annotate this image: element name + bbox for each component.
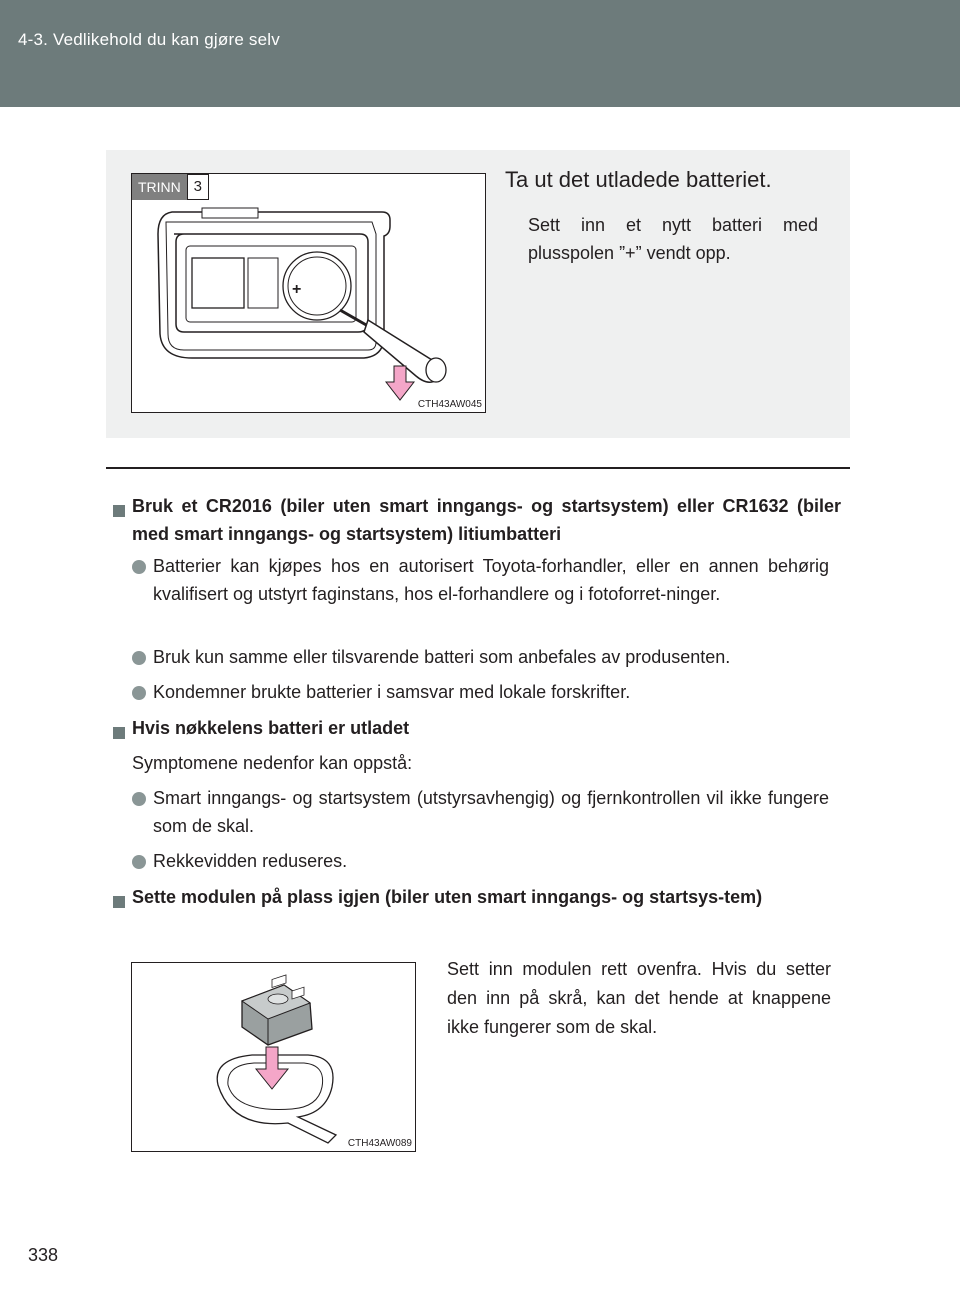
figure-code: CTH43AW045 <box>417 399 482 410</box>
battery-removal-figure <box>131 173 486 413</box>
divider <box>106 467 850 469</box>
bullet-text: Kondemner brukte batterier i samsvar med lokale forskrifter. <box>153 682 631 702</box>
plus-sign: + <box>292 281 302 298</box>
page-header <box>0 0 960 107</box>
section-text: Sett inn modulen rett ovenfra. Hvis du setter den inn på skrå, kan det hende at knappene ikke fungerer som de skal. <box>447 959 831 1037</box>
bullet-icon <box>132 792 146 806</box>
section-marker-3 <box>113 896 125 908</box>
figure-code: CTH43AW089 <box>347 1138 412 1149</box>
bullet-text: Bruk kun samme eller tilsvarende batteri som anbefales av produsenten. <box>153 647 731 667</box>
bullet-icon <box>132 686 146 700</box>
section-marker-2 <box>113 727 125 739</box>
step-text: Sett inn et nytt batteri med plusspolen ”+” vendt opp. <box>528 215 818 263</box>
bullet-icon <box>132 651 146 665</box>
section-heading-2: Hvis nøkkelens batteri er utladet <box>132 718 410 738</box>
section-heading-1: Bruk et CR2016 (biler uten smart inngangs- og startsystem) eller CR1632 (biler med smart inngangs- og startsystem) litiumbatteri <box>132 496 841 544</box>
page-number: 338 <box>28 1245 59 1265</box>
key-battery-illustration <box>132 174 485 412</box>
section-intro: Symptomene nedenfor kan oppstå: <box>132 753 413 773</box>
step-number: 3 <box>187 174 209 200</box>
bullet-icon <box>132 855 146 869</box>
step-title: Ta ut det utladede batteriet. <box>505 167 772 192</box>
section-marker-1 <box>113 505 125 517</box>
step-label: TRINN <box>132 174 187 200</box>
bullet-icon <box>132 560 146 574</box>
bullet-text: Batterier kan kjøpes hos en autorisert Toyota-forhandler, eller en annen behørig kvalifisert og utstyrt faginstans, hos el-forhandlere og i fotoforret-ninger. <box>153 556 829 604</box>
module-insert-figure <box>131 962 416 1152</box>
module-illustration <box>132 963 415 1151</box>
bullet-text: Rekkevidden reduseres. <box>153 851 348 871</box>
section-heading-3: Sette modulen på plass igjen (biler uten smart inngangs- og startsys-tem) <box>132 887 763 907</box>
section-title: 4-3. Vedlikehold du kan gjøre selv <box>18 30 280 49</box>
bullet-text: Smart inngangs- og startsystem (utstyrsavhengig) og fjernkontrollen vil ikke fungere som de skal. <box>153 788 829 836</box>
